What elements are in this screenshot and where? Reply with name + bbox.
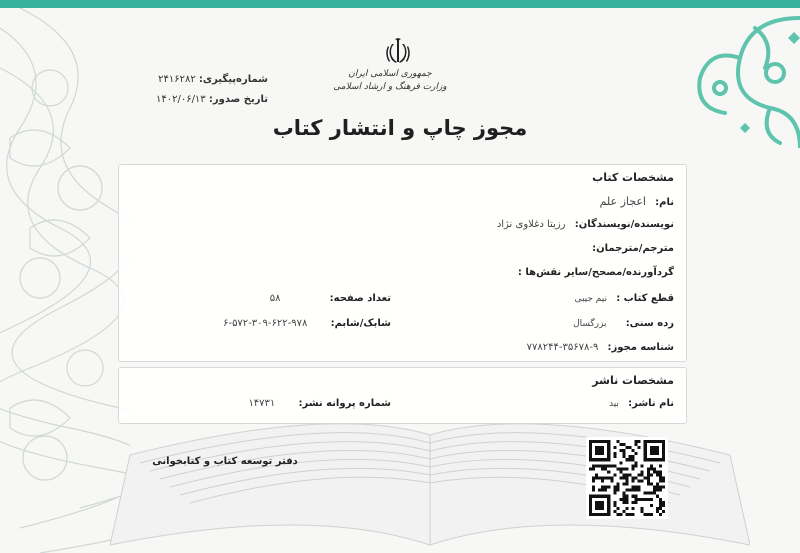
book-name-label: نام: — [655, 197, 674, 208]
book-specs-title: مشخصات کتاب — [592, 171, 674, 184]
top-accent-bar — [0, 0, 800, 8]
book-format-field — [574, 293, 674, 304]
compilers-field — [512, 267, 674, 278]
permit-id-value: ۹-۳۵۶۷۸-۷۷۸۲۴۴ — [526, 342, 599, 353]
ministry-line-1: جمهوری اسلامی ایران — [348, 69, 432, 79]
permit-id-field — [527, 342, 674, 353]
page-title: مجوز چاپ و انتشار کتاب — [272, 116, 528, 140]
isbn-value: ۹۷۸-۶۲۲-۳۰۹-۵۷۲-۶ — [223, 318, 308, 329]
book-name-value: اعجاز علم — [599, 195, 646, 208]
publisher-specs-title: مشخصات ناشر — [592, 374, 674, 387]
book-specs-panel — [118, 164, 687, 362]
age-group-value: بزرگسال — [573, 319, 607, 329]
ornament-right-decoration — [680, 8, 800, 148]
authors-value: رزیتا دغلاوی نژاد — [496, 219, 566, 230]
page-count-value: ۵۸ — [269, 293, 281, 304]
tracking-number-row — [118, 70, 268, 90]
issuing-office: دفتر توسعه کتاب و کتابخوانی — [152, 456, 298, 467]
publishing-license-value: ۱۴۷۳۱ — [248, 398, 276, 409]
publishing-license-field — [248, 398, 391, 409]
issue-date-value: ۱۴۰۲/۰۶/۱۳ — [155, 94, 206, 105]
header-meta — [118, 70, 268, 110]
tracking-number-label: شماره‌پیگیری: — [198, 74, 268, 85]
qr-code — [586, 437, 668, 519]
issue-date-label: تاریخ صدور: — [208, 94, 268, 105]
age-group-label: رده سنی: — [625, 318, 674, 329]
ministry-name — [330, 68, 450, 94]
translators-field — [586, 243, 674, 254]
page-count-field — [270, 293, 391, 304]
tracking-number-value: ۲۴۱۶۲۸۲ — [158, 74, 196, 85]
publisher-name-field — [609, 398, 674, 409]
age-group-field — [573, 318, 674, 329]
iran-emblem-icon — [383, 38, 413, 68]
translators-label: مترجم/مترجمان: — [592, 243, 674, 254]
issue-date-row — [118, 90, 268, 110]
publisher-specs-panel — [118, 367, 687, 424]
authors-label: نویسنده/نویسندگان: — [574, 219, 674, 230]
page-count-label: تعداد صفحه: — [329, 293, 391, 304]
book-format-label: قطع کتاب : — [616, 293, 674, 304]
qr-code-pattern — [589, 440, 665, 516]
publisher-name-value: بید — [608, 399, 619, 409]
compilers-label: گردآورنده/مصحح/سایر نقش‌ها : — [517, 267, 674, 278]
isbn-field — [223, 318, 391, 329]
authors-field — [497, 219, 674, 230]
book-format-value: نیم جیبی — [574, 294, 608, 304]
publishing-license-label: شماره پروانه نشر: — [298, 398, 391, 409]
ministry-line-2: وزارت فرهنگ و ارشاد اسلامی — [333, 82, 447, 92]
isbn-label: شابک/شابم: — [330, 318, 391, 329]
publisher-name-label: نام ناشر: — [628, 398, 674, 409]
permit-id-label: شناسه مجوز: — [607, 342, 674, 353]
book-name-field — [600, 195, 674, 208]
